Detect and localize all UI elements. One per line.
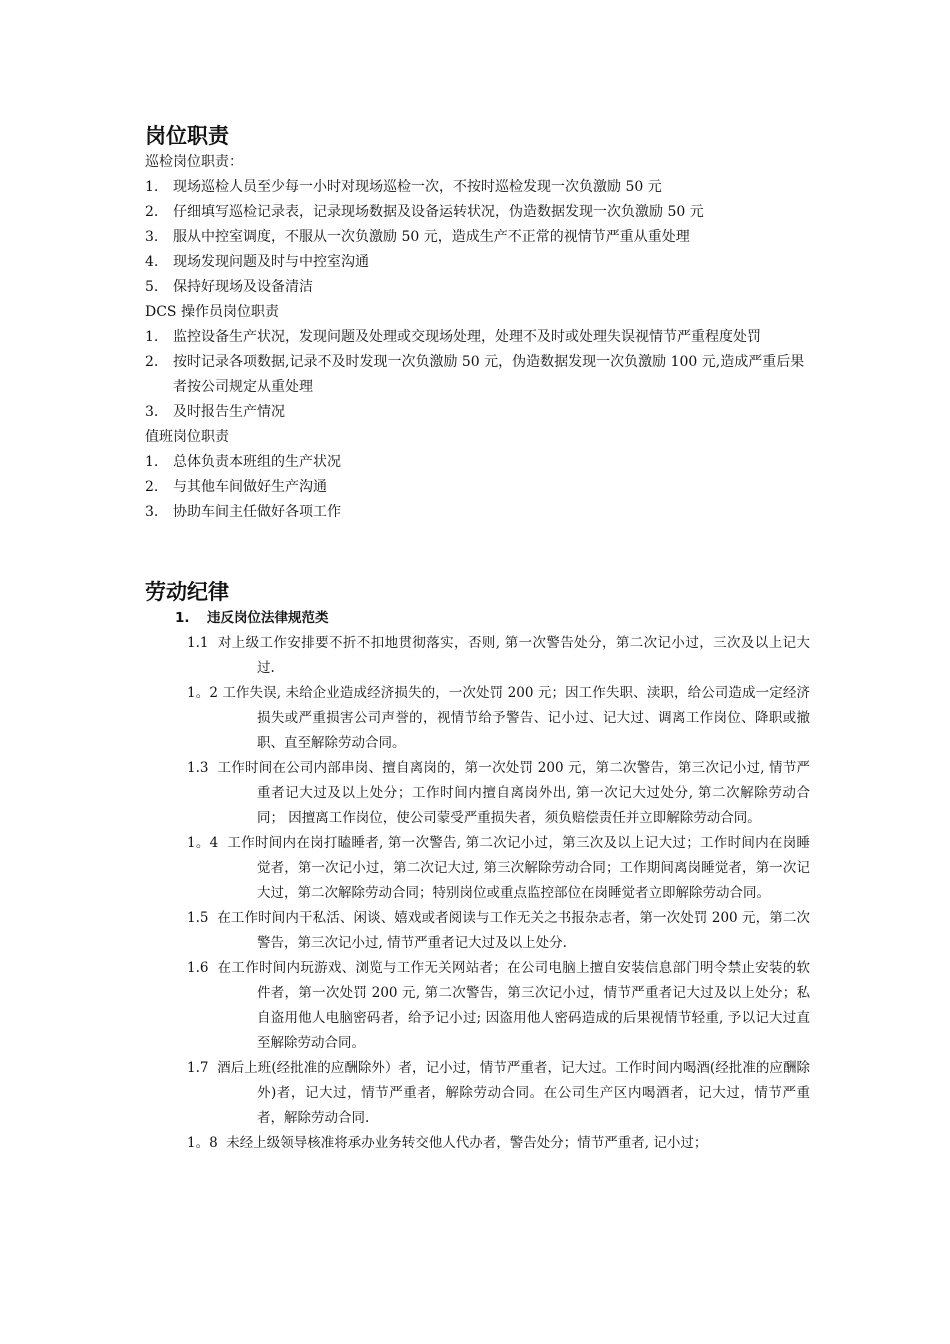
dcs-duties-list [145, 325, 810, 425]
list-item: 3. 协助车间主任做好各项工作 [145, 504, 341, 520]
list-item: 2. 仔细填写巡检记录表，记录现场数据及设备运转状况，伪造数据发现一次负激励 50 元 [145, 204, 704, 220]
list-item: 4. 现场发现问题及时与中控室沟通 [145, 254, 369, 270]
clause-item: 1.1 对上级工作安排要不折不扣地贯彻落实，否则, 第一次警告处分，第二次记小过，三次及以上记大过. [187, 635, 810, 676]
clause-item: 1.6 在工作时间内玩游戏、浏览与工作无关网站者；在公司电脑上擅自安装信息部门明令禁止安装的软件者，第一次处罚 200 元, 第二次警告，第三次记小过，情节严重者记大过及以上处分；私自盗用他人电脑密码者，给予记小过; 因盗用他人密码造成的后果视情节轻重, 予以记大过直至解除劳动合同。 [187, 960, 810, 1051]
clause-item: 1.7 酒后上班(经批准的应酬除外）者，记小过，情节严重者，记大过。工作时间内喝酒(经批准的应酬除外)者，记大过，情节严重者，解除劳动合同。在公司生产区内喝酒者，记大过，情节严重者，解除劳动合同. [187, 1060, 810, 1126]
list-item: 2. 与其他车间做好生产沟通 [145, 479, 327, 495]
document-content [145, 122, 810, 1156]
clause-item: 1.5 在工作时间内干私活、闲谈、嬉戏或者阅读与工作无关之书报杂志者，第一次处罚 200 元，第二次警告，第三次记小过, 情节严重者记大过及以上处分. [187, 910, 810, 951]
clause-item: 1。2 工作失误, 未给企业造成经济损失的，一次处罚 200 元；因工作失职、渎职，给公司造成一定经济损失或严重损害公司声誉的，视情节给予警告、记小过、记大过、调离工作岗位、降职或撤职、直至解除劳动合同。 [187, 685, 810, 751]
patrol-duties-heading: 巡检岗位职责： [145, 154, 243, 170]
clause-item: 1。8 未经上级领导核准将承办业务转交他人代办者，警告处分；情节严重者, 记小过； [187, 1135, 708, 1151]
clause-item: 1。4 工作时间内在岗打瞌睡者, 第一次警告, 第二次记小过，第三次及以上记大过；工作时间内在岗睡觉者，第一次记小过，第二次记大过, 第三次解除劳动合同；工作期间离岗睡觉者，第一次记大过，第二次解除劳动合同；特别岗位或重点监控部位在岗睡觉者立即解除劳动合同。 [187, 835, 810, 901]
list-item: 1. 总体负责本班组的生产状况 [145, 454, 341, 470]
dcs-duties-heading: DCS 操作员岗位职责 [145, 304, 279, 320]
list-item: 1. 现场巡检人员至少每一小时对现场巡检一次，不按时巡检发现一次负激励 50 元 [145, 179, 662, 195]
duty-post-heading: 值班岗位职责 [145, 429, 229, 445]
duty-post-list [145, 450, 810, 525]
subsection-heading: 1. 违反岗位法律规范类 [175, 610, 329, 626]
list-item: 3. 及时报告生产情况 [145, 404, 285, 420]
list-item: 3. 服从中控室调度，不服从一次负激励 50 元，造成生产不正常的视情节严重从重处理 [145, 229, 690, 245]
list-item: 5. 保持好现场及设备清洁 [145, 279, 313, 295]
clause-item: 1.3 工作时间在公司内部串岗、擅自离岗的，第一次处罚 200 元，第二次警告，第三次记小过, 情节严重者记大过及以上处分；工作时间内擅自离岗外出, 第一次记大过处分, 第二次解除劳动合同； 因擅离工作岗位，使公司蒙受严重损失者，须负赔偿责任并立即解除劳动合同。 [187, 760, 810, 826]
section-title-labor-discipline: 劳动纪律 [145, 580, 229, 604]
section-title-job-duties: 岗位职责 [145, 124, 229, 148]
list-item: 2. 按时记录各项数据,记录不及时发现一次负激励 50 元，伪造数据发现一次负激励 100 元,造成严重后果者按公司规定从重处理 [145, 354, 805, 395]
section-spacer [145, 525, 810, 578]
list-item: 1. 监控设备生产状况，发现问题及处理或交现场处理，处理不及时或处理失误视情节严重程度处罚 [145, 329, 761, 345]
patrol-duties-list [145, 175, 810, 300]
